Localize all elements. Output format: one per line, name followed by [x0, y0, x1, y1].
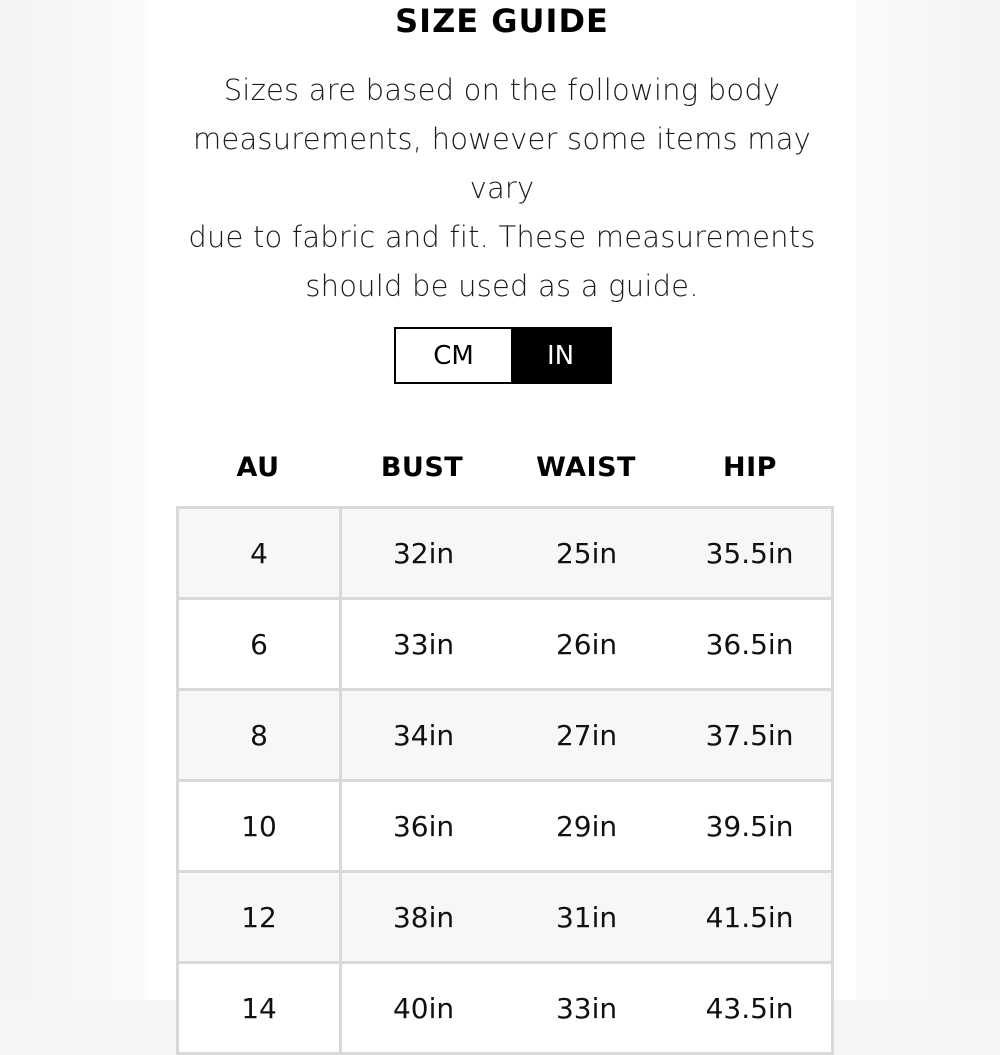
cell-bust: 32in — [392, 536, 455, 570]
table-row — [179, 873, 831, 964]
cell-waist: 29in — [555, 809, 618, 843]
intro-line: Sizes are based on the following body — [223, 73, 781, 107]
unit-toggle — [394, 327, 612, 384]
column-header-bust: BUST — [380, 451, 464, 483]
cell-au: 8 — [179, 691, 342, 779]
unit-option-cm[interactable]: CM — [396, 329, 511, 382]
size-guide-panel — [148, 0, 856, 1025]
table-row — [179, 600, 831, 691]
cell-waist: 27in — [555, 718, 618, 752]
cell-hip: 35.5in — [705, 536, 794, 570]
cell-bust: 36in — [392, 809, 455, 843]
cell-bust: 33in — [392, 627, 455, 661]
cell-au: 6 — [179, 600, 342, 688]
column-header-waist: WAIST — [536, 451, 636, 483]
page-backdrop-right — [850, 0, 1000, 1000]
cell-bust: 38in — [392, 900, 455, 934]
cell-waist: 33in — [555, 991, 618, 1025]
column-header-hip: HIP — [723, 451, 777, 483]
cell-bust: 34in — [392, 718, 455, 752]
intro-text — [172, 66, 832, 311]
cell-au: 10 — [179, 782, 342, 870]
cell-waist: 25in — [555, 536, 618, 570]
cell-bust: 40in — [392, 991, 455, 1025]
page-title: SIZE GUIDE — [395, 2, 609, 40]
cell-hip: 43.5in — [705, 991, 794, 1025]
size-table — [176, 428, 834, 1055]
unit-option-in[interactable]: IN — [511, 329, 610, 382]
cell-au: 12 — [179, 873, 342, 961]
cell-au: 4 — [179, 509, 342, 597]
page-backdrop-left — [0, 0, 150, 1000]
cell-waist: 26in — [555, 627, 618, 661]
table-row — [179, 782, 831, 873]
table-row — [179, 691, 831, 782]
cell-hip: 41.5in — [705, 900, 794, 934]
table-header-row — [176, 428, 834, 506]
table-body — [176, 506, 834, 1055]
intro-line: should be used as a guide. — [305, 269, 699, 303]
intro-line: measurements, however some items may vary — [192, 122, 812, 205]
cell-waist: 31in — [555, 900, 618, 934]
cell-hip: 36.5in — [705, 627, 794, 661]
column-header-au: AU — [236, 451, 280, 483]
table-row — [179, 509, 831, 600]
intro-line: due to fabric and fit. These measurements — [188, 220, 816, 254]
table-row — [179, 964, 831, 1055]
cell-au: 14 — [179, 964, 342, 1052]
cell-hip: 37.5in — [705, 718, 794, 752]
cell-hip: 39.5in — [705, 809, 794, 843]
